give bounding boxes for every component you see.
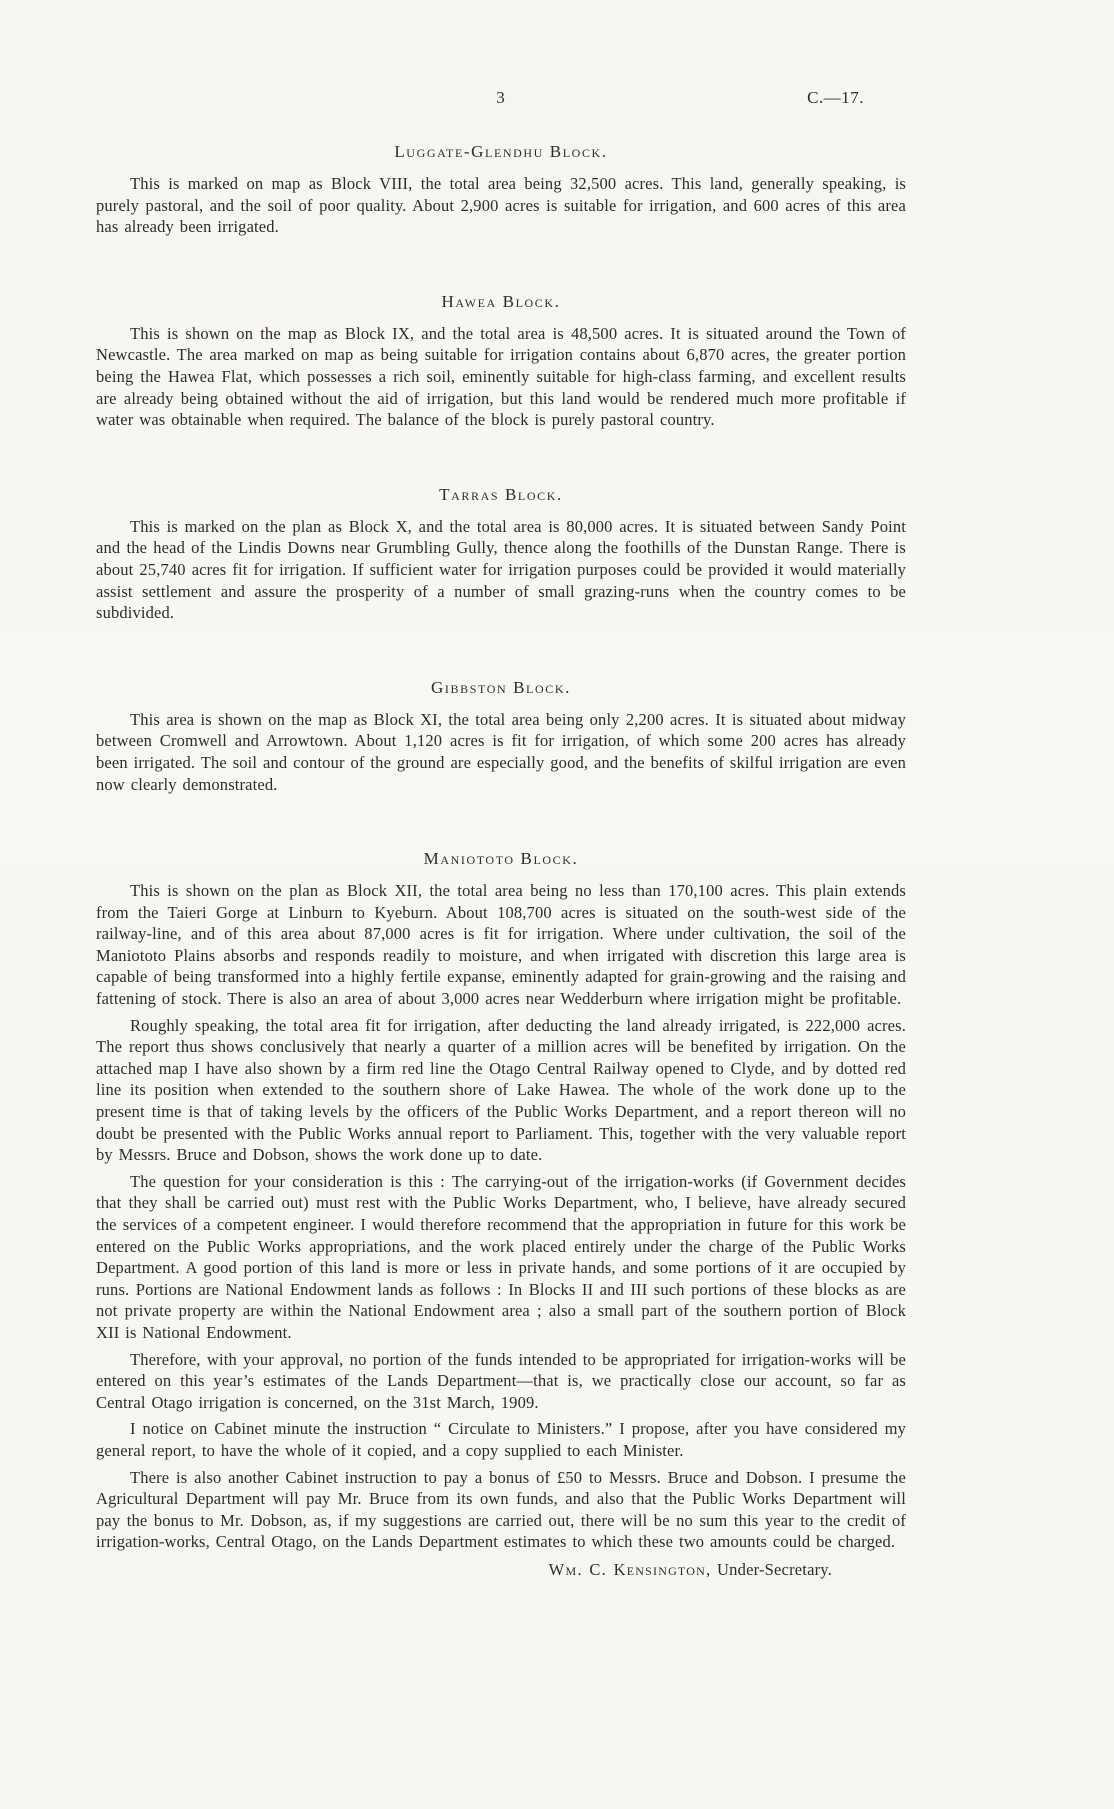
- paragraph: Therefore, with your approval, no portion of the funds intended to be appropriated for irrigation-works will be entered on this year’s estimates of the Lands Department—that is, we practically close our account, so far as Central Otago irrigation is concerned, on the 31st March, 1909.: [96, 1349, 906, 1412]
- section-heading: Tarras Block.: [439, 484, 563, 504]
- paragraph: Roughly speaking, the total area fit for irrigation, after deducting the land already irrigated, is 222,000 acres. The report thus shows conclusively that nearly a quarter of a million acres will be benefited by irrigation. On the attached map I have also shown by a firm red line the Otago Central Railway opened to Clyde, and by dotted red line its position when extended to the southern shore of Lake Hawea. The whole of the work done up to the present time is that of taking levels by the officers of the Public Works Department, and a report thereon will no doubt be presented with the Public Works annual report to Parliament. This, together with the very valuable report by Messrs. Bruce and Dobson, shows the work done up to date.: [96, 1015, 906, 1165]
- document-reference: C.—17.: [807, 88, 864, 107]
- paragraph: The question for your consideration is this : The carrying-out of the irrigation-works (if Government decides that they shall be carried out) must rest with the Public Works Department, who, I believe, have already secured the services of a competent engineer. I would therefore recommend that the appropriation in future for this work be entered on the Public Works appropriations, and the work placed entirely under the charge of the Public Works Department. A good portion of this land is more or less in private hands, and some portions of it are occupied by runs. Portions are National Endowment lands as follows : In Blocks II and III such portions of these blocks as are not private property are within the National Endowment area ; also a small part of the southern portion of Block XII is National Endowment.: [96, 1171, 906, 1342]
- section-luggate-glendhu-block: [96, 142, 906, 238]
- section-maniototo-block: [96, 849, 906, 1553]
- paragraph: This is shown on the map as Block IX, and the total area is 48,500 acres. It is situated around the Town of Newcastle. The area marked on map as being suitable for irrigation contains about 6,870 acres, the greater portion being the Hawea Flat, which possesses a rich soil, eminently suitable for high-class farming, and excellent results are already being obtained without the aid of irrigation, but this land would be rendered much more profitable if water was obtainable when required. The balance of the block is purely pastoral country.: [96, 323, 906, 430]
- paragraph: There is also another Cabinet instruction to pay a bonus of £50 to Messrs. Bruce and Dobson. I presume the Agricultural Department will pay Mr. Bruce from its own funds, and also that the Public Works Department will pay the bonus to Mr. Dobson, as, if my suggestions are carried out, there will be no sum this year to the credit of irrigation-works, Central Otago, on the Lands Department estimates to which these two amounts could be charged.: [96, 1467, 906, 1552]
- page-header: [96, 88, 906, 110]
- section-heading: Luggate-Glendhu Block.: [394, 142, 608, 161]
- paragraph: This is marked on the plan as Block X, and the total area is 80,000 acres. It is situated between Sandy Point and the head of the Lindis Downs near Grumbling Gully, thence along the foothills of the Dunstan Range. There is about 25,740 acres fit for irrigation. If sufficient water for irrigation purposes could be provided it would materially assist settlement and assure the prosperity of a number of small grazing-runs when the country comes to be subdivided.: [96, 516, 906, 623]
- section-gibbston-block: [96, 678, 906, 795]
- paragraph: I notice on Cabinet minute the instruction “ Circulate to Ministers.” I propose, after you have considered my general report, to have the whole of it copied, and a copy supplied to each Minister.: [96, 1419, 906, 1460]
- page-number: 3: [496, 88, 506, 107]
- section-heading: Maniototo Block.: [423, 849, 579, 869]
- section-heading: Gibbston Block.: [431, 677, 571, 697]
- signature-title: Under-Secretary.: [717, 1559, 832, 1579]
- signature-name: Wm. C. Kensington,: [548, 1559, 712, 1579]
- section-tarras-block: [96, 485, 906, 624]
- signature-line: [96, 1560, 832, 1580]
- section-heading: Hawea Block.: [441, 291, 561, 311]
- paragraph: This area is shown on the map as Block XI, the total area being only 2,200 acres. It is situated about midway between Cromwell and Arrowtown. About 1,120 acres is fit for irrigation, of which some 200 acres has already been irrigated. The soil and contour of the ground are especially good, and the benefits of skilful irrigation are even now clearly demonstrated.: [96, 709, 906, 794]
- section-hawea-block: [96, 292, 906, 431]
- paragraph: This is marked on map as Block VIII, the total area being 32,500 acres. This land, generally speaking, is purely pastoral, and the soil of poor quality. About 2,900 acres is suitable for irrigation, and 600 acres of this area has already been irrigated.: [96, 174, 906, 237]
- paragraph: This is shown on the plan as Block XII, the total area being no less than 170,100 acres. This plain extends from the Taieri Gorge at Linburn to Kyeburn. About 108,700 acres is situated on the south-west side of the railway-line, and of this area about 87,000 acres is fit for irrigation. Where under cultivation, the soil of the Maniototo Plains absorbs and responds readily to moisture, and when irrigated with discretion this large area is capable of being transformed into a highly fertile expanse, eminently adapted for grain-growing and the raising and fattening of stock. There is also an area of about 3,000 acres near Wedderburn where irrigation might be profitable.: [96, 881, 906, 1009]
